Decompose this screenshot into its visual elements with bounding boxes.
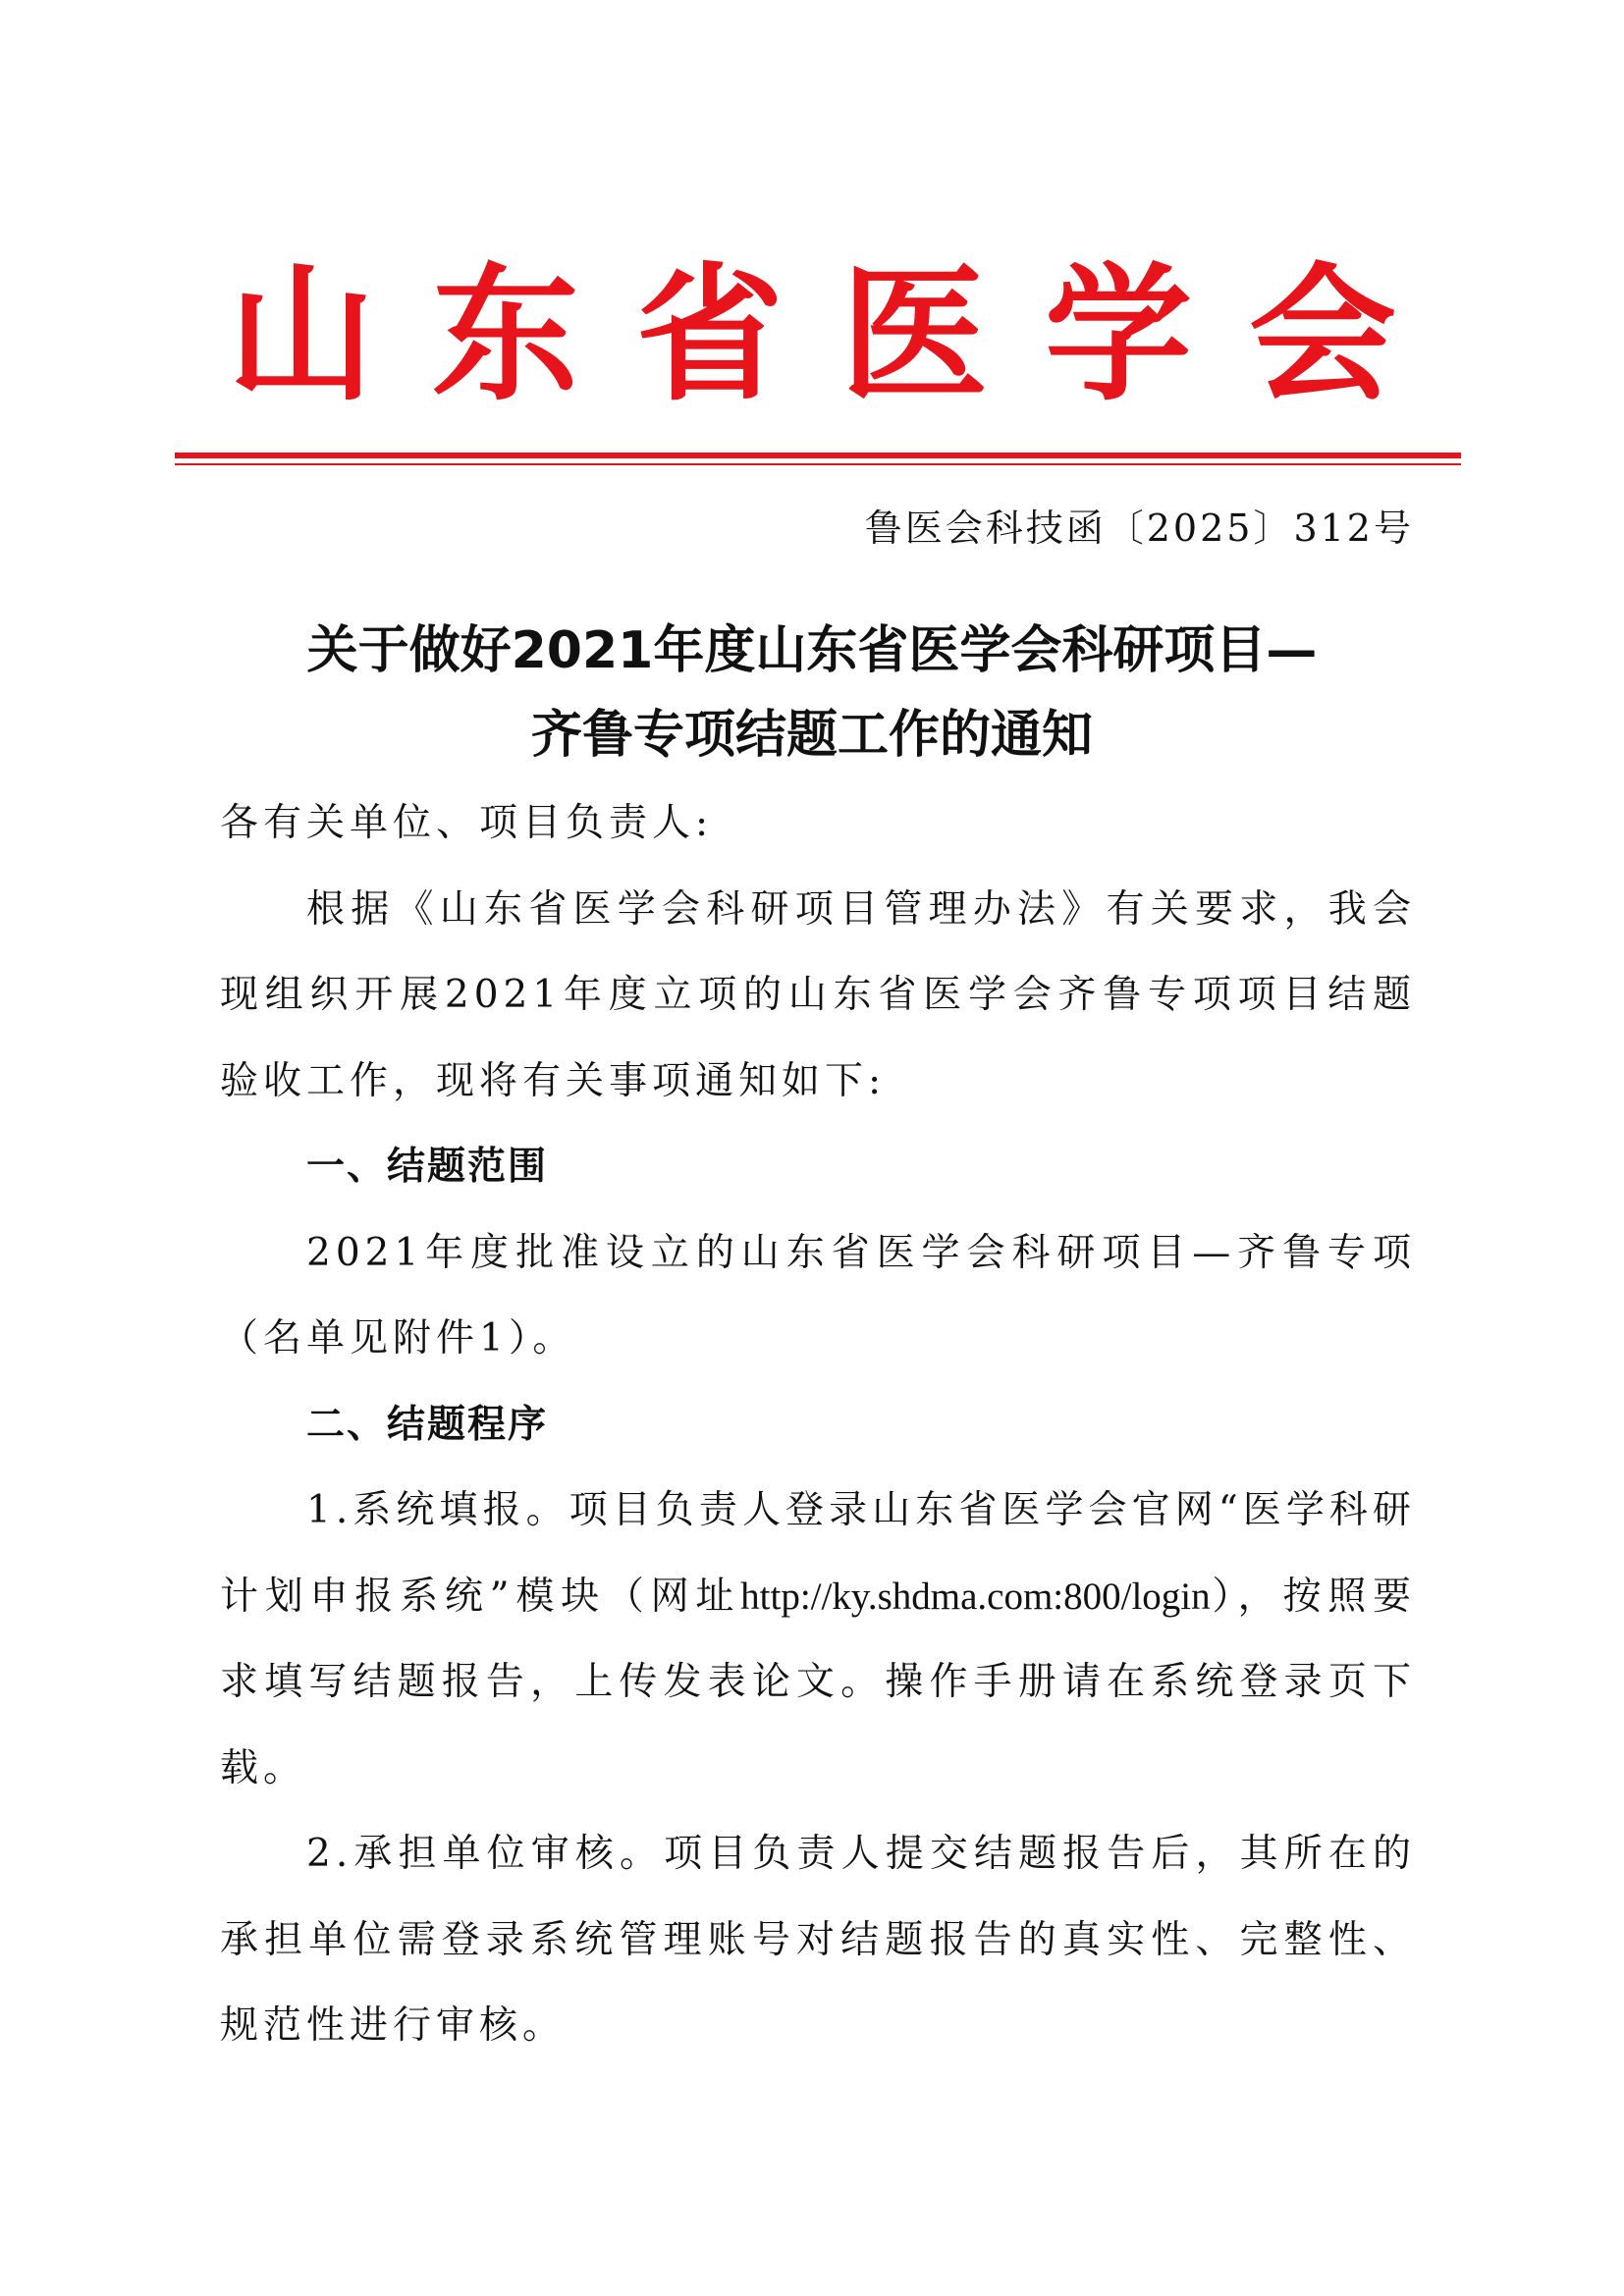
notice-body — [220, 780, 1416, 2069]
document-number: 鲁医会科技函〔2025〕312号 — [864, 507, 1414, 550]
section-2-item-2: 2.承担单位审核。项目负责人提交结题报告后，其所在的承担单位需登录系统管理账号对结题报告的真实性、完整性、规范性进行审核。 — [220, 1832, 1416, 2048]
notice-title-line-1: 关于做好2021年度山东省医学会科研项目— — [306, 621, 1318, 680]
notice-title-line-2: 齐鲁专项结题工作的通知 — [530, 706, 1093, 765]
system-url-link[interactable]: http://ky.shdma.com:800/login — [740, 1575, 1211, 1618]
item-1-text-before: 1.系统填报。项目负责人登录山东省医学会官网“医学科研计划申报系统”模块（网址 — [220, 1488, 1416, 1619]
item-1-text-after: ），按照要求填写结题报告，上传发表论文。操作手册请在系统登录页下载。 — [220, 1574, 1416, 1790]
section-1-heading: 一、结题范围 — [306, 1145, 549, 1189]
section-1-paragraph: 2021年度批准设立的山东省医学会科研项目—齐鲁专项（名单见附件1）。 — [220, 1230, 1416, 1361]
intro-paragraph: 根据《山东省医学会科研项目管理办法》有关要求，我会现组织开展2021年度立项的山东省医学会齐鲁专项项目结题验收工作，现将有关事项通知如下: — [220, 886, 1416, 1103]
salutation: 各有关单位、项目负责人: — [220, 801, 714, 845]
masthead-org-name: 山东省医学会 — [227, 250, 1453, 421]
notice-title — [147, 609, 1477, 777]
section-2-heading: 二、结题程序 — [306, 1402, 549, 1447]
section-2-item-1 — [220, 1468, 1416, 1811]
masthead-rule-thick — [175, 453, 1461, 458]
masthead-rule-thin — [175, 463, 1461, 465]
